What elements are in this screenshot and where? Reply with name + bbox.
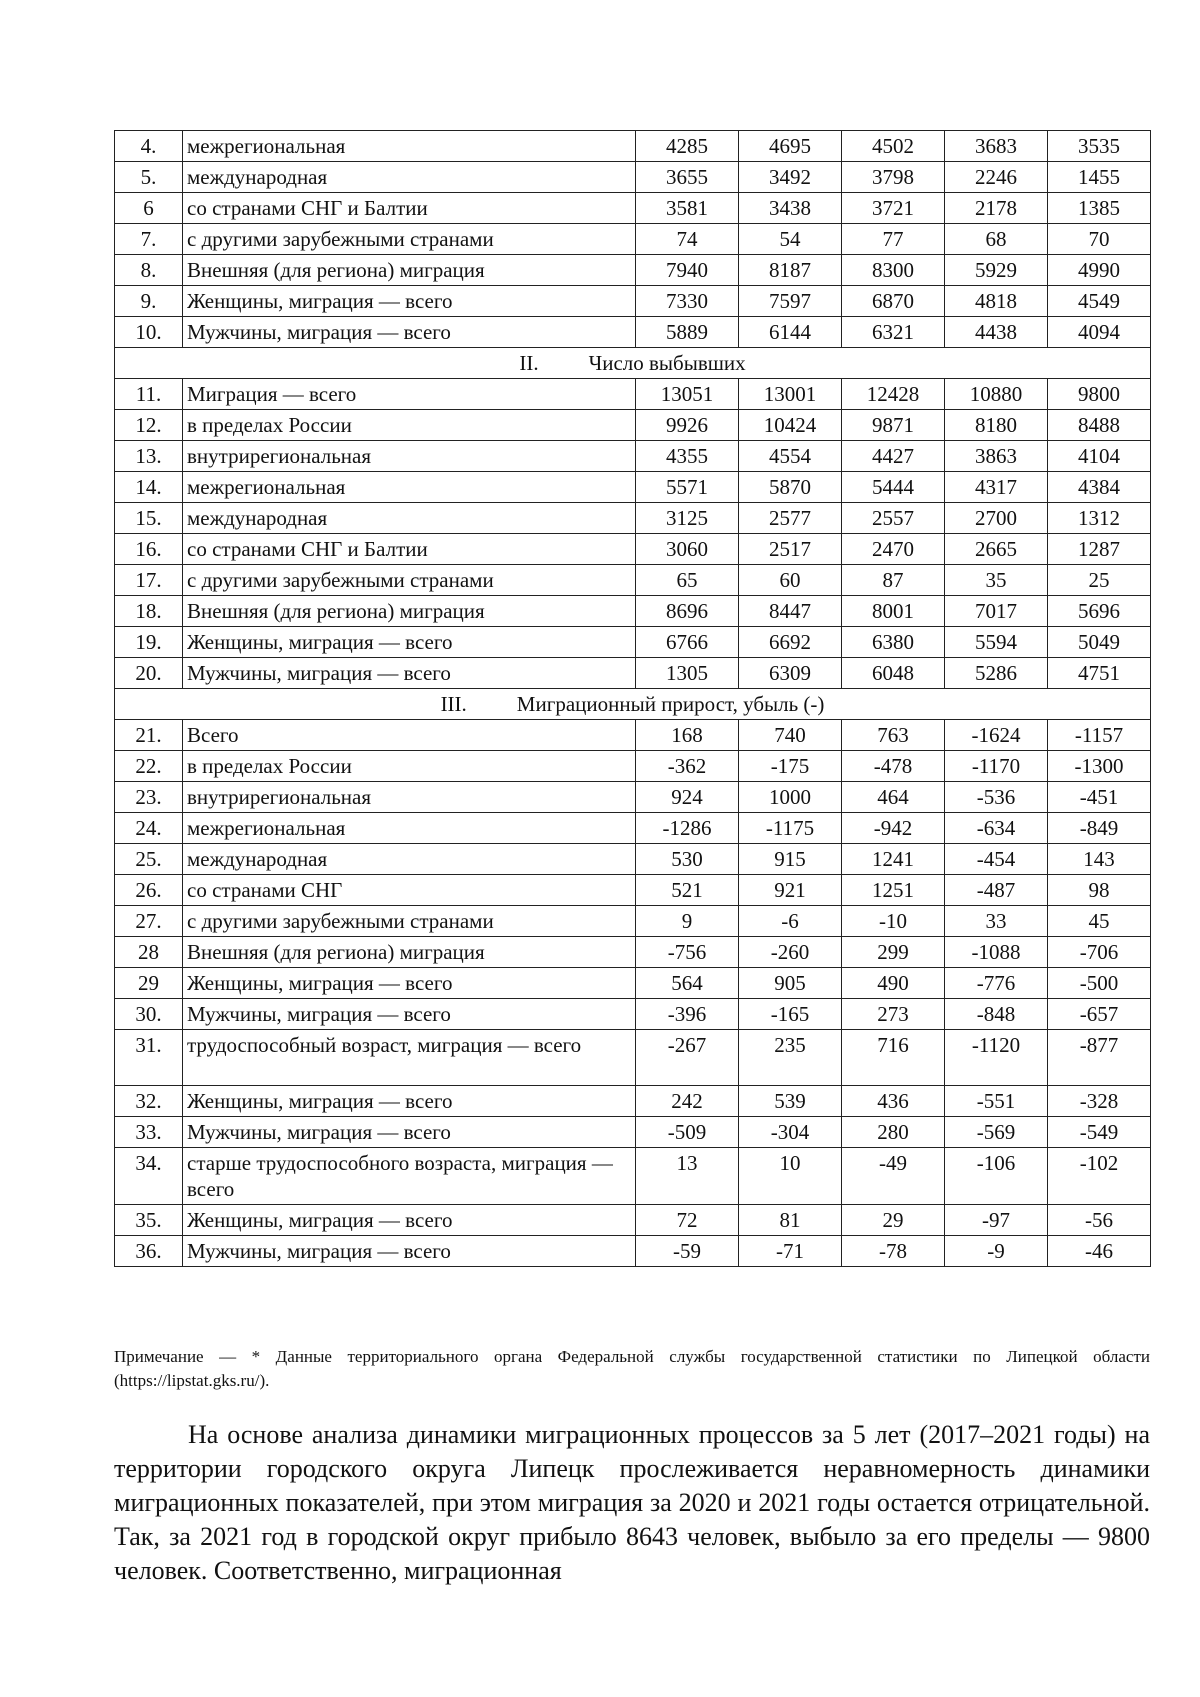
table-row bbox=[115, 658, 1151, 689]
value-cell: 1000 bbox=[739, 782, 842, 813]
value-cell: 464 bbox=[842, 782, 945, 813]
value-cell: 5870 bbox=[739, 472, 842, 503]
value-cell: 4427 bbox=[842, 441, 945, 472]
value-cell: -549 bbox=[1048, 1117, 1151, 1148]
value-cell: 539 bbox=[739, 1086, 842, 1117]
value-cell: 1241 bbox=[842, 844, 945, 875]
table-row bbox=[115, 410, 1151, 441]
value-cell: -267 bbox=[636, 1030, 739, 1086]
value-cell: -454 bbox=[945, 844, 1048, 875]
table-row bbox=[115, 596, 1151, 627]
value-cell: 2517 bbox=[739, 534, 842, 565]
section-title: Миграционный прирост, убыль (-) bbox=[516, 692, 825, 716]
value-cell: 6309 bbox=[739, 658, 842, 689]
row-label: Женщины, миграция — всего bbox=[183, 968, 636, 999]
section-header bbox=[115, 348, 1151, 379]
value-cell: 13 bbox=[636, 1148, 739, 1205]
value-cell: -1286 bbox=[636, 813, 739, 844]
table-part-departures bbox=[115, 379, 1151, 689]
row-number: 4. bbox=[115, 131, 183, 162]
value-cell: 3060 bbox=[636, 534, 739, 565]
row-number: 20. bbox=[115, 658, 183, 689]
value-cell: -451 bbox=[1048, 782, 1151, 813]
value-cell: 72 bbox=[636, 1205, 739, 1236]
table-row bbox=[115, 224, 1151, 255]
table-part-arrivals bbox=[115, 131, 1151, 348]
value-cell: 7940 bbox=[636, 255, 739, 286]
value-cell: 8001 bbox=[842, 596, 945, 627]
value-cell: 716 bbox=[842, 1030, 945, 1086]
table-row bbox=[115, 1236, 1151, 1267]
table-row bbox=[115, 751, 1151, 782]
value-cell: -1088 bbox=[945, 937, 1048, 968]
row-label: с другими зарубежными странами bbox=[183, 224, 636, 255]
value-cell: 77 bbox=[842, 224, 945, 255]
value-cell: 4104 bbox=[1048, 441, 1151, 472]
row-label: со странами СНГ и Балтии bbox=[183, 193, 636, 224]
value-cell: 564 bbox=[636, 968, 739, 999]
value-cell: 5889 bbox=[636, 317, 739, 348]
value-cell: 7330 bbox=[636, 286, 739, 317]
row-number: 35. bbox=[115, 1205, 183, 1236]
row-label: Внешняя (для региона) миграция bbox=[183, 937, 636, 968]
value-cell: 3535 bbox=[1048, 131, 1151, 162]
value-cell: 8696 bbox=[636, 596, 739, 627]
value-cell: 13051 bbox=[636, 379, 739, 410]
table-row bbox=[115, 720, 1151, 751]
row-number: 6 bbox=[115, 193, 183, 224]
table-row bbox=[115, 162, 1151, 193]
value-cell: 8488 bbox=[1048, 410, 1151, 441]
value-cell: 4549 bbox=[1048, 286, 1151, 317]
value-cell: 4438 bbox=[945, 317, 1048, 348]
value-cell: 1312 bbox=[1048, 503, 1151, 534]
value-cell: -706 bbox=[1048, 937, 1151, 968]
row-number: 13. bbox=[115, 441, 183, 472]
value-cell: 8447 bbox=[739, 596, 842, 627]
section-number: II. bbox=[519, 351, 539, 375]
row-number: 7. bbox=[115, 224, 183, 255]
value-cell: 3798 bbox=[842, 162, 945, 193]
value-cell: 74 bbox=[636, 224, 739, 255]
value-cell: 2577 bbox=[739, 503, 842, 534]
row-number: 24. bbox=[115, 813, 183, 844]
value-cell: -71 bbox=[739, 1236, 842, 1267]
value-cell: 54 bbox=[739, 224, 842, 255]
value-cell: 9926 bbox=[636, 410, 739, 441]
row-number: 19. bbox=[115, 627, 183, 658]
row-label: международная bbox=[183, 162, 636, 193]
value-cell: -1175 bbox=[739, 813, 842, 844]
row-number: 5. bbox=[115, 162, 183, 193]
value-cell: -165 bbox=[739, 999, 842, 1030]
row-label: Женщины, миграция — всего bbox=[183, 286, 636, 317]
value-cell: 4554 bbox=[739, 441, 842, 472]
value-cell: -756 bbox=[636, 937, 739, 968]
row-number: 34. bbox=[115, 1148, 183, 1205]
value-cell: 915 bbox=[739, 844, 842, 875]
value-cell: 436 bbox=[842, 1086, 945, 1117]
value-cell: 4285 bbox=[636, 131, 739, 162]
value-cell: 45 bbox=[1048, 906, 1151, 937]
value-cell: -1170 bbox=[945, 751, 1048, 782]
value-cell: -569 bbox=[945, 1117, 1048, 1148]
value-cell: 4695 bbox=[739, 131, 842, 162]
value-cell: 4751 bbox=[1048, 658, 1151, 689]
value-cell: -175 bbox=[739, 751, 842, 782]
value-cell: 13001 bbox=[739, 379, 842, 410]
row-label: с другими зарубежными странами bbox=[183, 565, 636, 596]
row-number: 36. bbox=[115, 1236, 183, 1267]
value-cell: 2246 bbox=[945, 162, 1048, 193]
value-cell: 521 bbox=[636, 875, 739, 906]
value-cell: -478 bbox=[842, 751, 945, 782]
value-cell: 6766 bbox=[636, 627, 739, 658]
row-label: Всего bbox=[183, 720, 636, 751]
value-cell: 4094 bbox=[1048, 317, 1151, 348]
value-cell: -849 bbox=[1048, 813, 1151, 844]
value-cell: 9 bbox=[636, 906, 739, 937]
value-cell: 6048 bbox=[842, 658, 945, 689]
table-row bbox=[115, 193, 1151, 224]
value-cell: 4384 bbox=[1048, 472, 1151, 503]
table-row bbox=[115, 813, 1151, 844]
value-cell: -78 bbox=[842, 1236, 945, 1267]
value-cell: -657 bbox=[1048, 999, 1151, 1030]
value-cell: 5444 bbox=[842, 472, 945, 503]
value-cell: -1300 bbox=[1048, 751, 1151, 782]
value-cell: 168 bbox=[636, 720, 739, 751]
value-cell: -1157 bbox=[1048, 720, 1151, 751]
value-cell: 6380 bbox=[842, 627, 945, 658]
table-row bbox=[115, 1148, 1151, 1205]
value-cell: 280 bbox=[842, 1117, 945, 1148]
section-title: Число выбывших bbox=[588, 351, 746, 375]
value-cell: 4317 bbox=[945, 472, 1048, 503]
row-label: Женщины, миграция — всего bbox=[183, 627, 636, 658]
value-cell: 33 bbox=[945, 906, 1048, 937]
table-row bbox=[115, 503, 1151, 534]
row-number: 18. bbox=[115, 596, 183, 627]
row-label: в пределах России bbox=[183, 751, 636, 782]
table-row bbox=[115, 906, 1151, 937]
table-row bbox=[115, 317, 1151, 348]
value-cell: -362 bbox=[636, 751, 739, 782]
value-cell: 2665 bbox=[945, 534, 1048, 565]
section-number: III. bbox=[440, 692, 467, 716]
row-label: с другими зарубежными странами bbox=[183, 906, 636, 937]
row-label: Мужчины, миграция — всего bbox=[183, 1117, 636, 1148]
value-cell: 98 bbox=[1048, 875, 1151, 906]
table-row bbox=[115, 255, 1151, 286]
value-cell: -1624 bbox=[945, 720, 1048, 751]
row-number: 12. bbox=[115, 410, 183, 441]
value-cell: 6692 bbox=[739, 627, 842, 658]
value-cell: 1385 bbox=[1048, 193, 1151, 224]
row-label: межрегиональная bbox=[183, 131, 636, 162]
value-cell: 8187 bbox=[739, 255, 842, 286]
value-cell: 235 bbox=[739, 1030, 842, 1086]
value-cell: -328 bbox=[1048, 1086, 1151, 1117]
row-label: Мужчины, миграция — всего bbox=[183, 658, 636, 689]
table-row bbox=[115, 1030, 1151, 1086]
table-note: Примечание — * Данные территориального органа Федеральной службы государственной статистики по Липецкой области (https://lipstat.gks.ru/). bbox=[114, 1347, 1150, 1390]
table-section-growth bbox=[115, 689, 1151, 720]
value-cell: 6870 bbox=[842, 286, 945, 317]
table-row bbox=[115, 844, 1151, 875]
value-cell: 4502 bbox=[842, 131, 945, 162]
value-cell: -9 bbox=[945, 1236, 1048, 1267]
row-number: 22. bbox=[115, 751, 183, 782]
value-cell: 5286 bbox=[945, 658, 1048, 689]
value-cell: 8180 bbox=[945, 410, 1048, 441]
row-label: международная bbox=[183, 844, 636, 875]
value-cell: 3683 bbox=[945, 131, 1048, 162]
section-header bbox=[115, 689, 1151, 720]
value-cell: -500 bbox=[1048, 968, 1151, 999]
value-cell: -102 bbox=[1048, 1148, 1151, 1205]
table-row bbox=[115, 627, 1151, 658]
row-number: 30. bbox=[115, 999, 183, 1030]
value-cell: 740 bbox=[739, 720, 842, 751]
value-cell: 6144 bbox=[739, 317, 842, 348]
row-label: внутрирегиональная bbox=[183, 782, 636, 813]
value-cell: -776 bbox=[945, 968, 1048, 999]
value-cell: -536 bbox=[945, 782, 1048, 813]
row-label: межрегиональная bbox=[183, 472, 636, 503]
row-number: 32. bbox=[115, 1086, 183, 1117]
row-number: 27. bbox=[115, 906, 183, 937]
table-row bbox=[115, 1086, 1151, 1117]
row-number: 23. bbox=[115, 782, 183, 813]
row-number: 25. bbox=[115, 844, 183, 875]
row-label: межрегиональная bbox=[183, 813, 636, 844]
row-number: 15. bbox=[115, 503, 183, 534]
value-cell: -6 bbox=[739, 906, 842, 937]
table-row bbox=[115, 1205, 1151, 1236]
value-cell: 70 bbox=[1048, 224, 1151, 255]
value-cell: 3492 bbox=[739, 162, 842, 193]
row-label: международная bbox=[183, 503, 636, 534]
table-row bbox=[115, 565, 1151, 596]
row-number: 8. bbox=[115, 255, 183, 286]
value-cell: 905 bbox=[739, 968, 842, 999]
value-cell: 3581 bbox=[636, 193, 739, 224]
value-cell: 10424 bbox=[739, 410, 842, 441]
value-cell: 2178 bbox=[945, 193, 1048, 224]
value-cell: 763 bbox=[842, 720, 945, 751]
row-number: 11. bbox=[115, 379, 183, 410]
value-cell: 5929 bbox=[945, 255, 1048, 286]
value-cell: -487 bbox=[945, 875, 1048, 906]
row-number: 26. bbox=[115, 875, 183, 906]
value-cell: 12428 bbox=[842, 379, 945, 410]
value-cell: 1305 bbox=[636, 658, 739, 689]
value-cell: 10 bbox=[739, 1148, 842, 1205]
value-cell: 4990 bbox=[1048, 255, 1151, 286]
row-number: 33. bbox=[115, 1117, 183, 1148]
value-cell: -396 bbox=[636, 999, 739, 1030]
value-cell: 68 bbox=[945, 224, 1048, 255]
migration-table bbox=[114, 130, 1151, 1267]
value-cell: 65 bbox=[636, 565, 739, 596]
value-cell: -509 bbox=[636, 1117, 739, 1148]
value-cell: 5594 bbox=[945, 627, 1048, 658]
table-row bbox=[115, 875, 1151, 906]
row-label: Мужчины, миграция — всего bbox=[183, 317, 636, 348]
row-number: 9. bbox=[115, 286, 183, 317]
value-cell: 6321 bbox=[842, 317, 945, 348]
row-label: Миграция — всего bbox=[183, 379, 636, 410]
value-cell: -97 bbox=[945, 1205, 1048, 1236]
row-label: Внешняя (для региона) миграция bbox=[183, 255, 636, 286]
value-cell: -551 bbox=[945, 1086, 1048, 1117]
row-label: старше трудоспособного возраста, миграция — всего bbox=[183, 1148, 636, 1205]
value-cell: 5571 bbox=[636, 472, 739, 503]
value-cell: 3438 bbox=[739, 193, 842, 224]
value-cell: 3721 bbox=[842, 193, 945, 224]
value-cell: 143 bbox=[1048, 844, 1151, 875]
row-number: 14. bbox=[115, 472, 183, 503]
value-cell: 10880 bbox=[945, 379, 1048, 410]
value-cell: 7597 bbox=[739, 286, 842, 317]
table-row bbox=[115, 379, 1151, 410]
value-cell: -10 bbox=[842, 906, 945, 937]
value-cell: 273 bbox=[842, 999, 945, 1030]
table-row bbox=[115, 968, 1151, 999]
row-label: трудоспособный возраст, миграция — всего bbox=[183, 1030, 636, 1086]
table-row bbox=[115, 782, 1151, 813]
value-cell: 1251 bbox=[842, 875, 945, 906]
value-cell: 1455 bbox=[1048, 162, 1151, 193]
table-row bbox=[115, 131, 1151, 162]
value-cell: -877 bbox=[1048, 1030, 1151, 1086]
value-cell: 490 bbox=[842, 968, 945, 999]
table-section-departures bbox=[115, 348, 1151, 379]
value-cell: 1287 bbox=[1048, 534, 1151, 565]
value-cell: -56 bbox=[1048, 1205, 1151, 1236]
value-cell: 299 bbox=[842, 937, 945, 968]
row-label: Женщины, миграция — всего bbox=[183, 1205, 636, 1236]
value-cell: -59 bbox=[636, 1236, 739, 1267]
table-row bbox=[115, 999, 1151, 1030]
value-cell: -634 bbox=[945, 813, 1048, 844]
row-number: 17. bbox=[115, 565, 183, 596]
value-cell: 924 bbox=[636, 782, 739, 813]
value-cell: 530 bbox=[636, 844, 739, 875]
table-row bbox=[115, 286, 1151, 317]
value-cell: -942 bbox=[842, 813, 945, 844]
row-number: 16. bbox=[115, 534, 183, 565]
value-cell: 242 bbox=[636, 1086, 739, 1117]
table-part-growth bbox=[115, 720, 1151, 1267]
value-cell: -260 bbox=[739, 937, 842, 968]
value-cell: 4355 bbox=[636, 441, 739, 472]
row-label: Внешняя (для региона) миграция bbox=[183, 596, 636, 627]
value-cell: 3655 bbox=[636, 162, 739, 193]
value-cell: 3863 bbox=[945, 441, 1048, 472]
value-cell: 9800 bbox=[1048, 379, 1151, 410]
value-cell: 29 bbox=[842, 1205, 945, 1236]
value-cell: 3125 bbox=[636, 503, 739, 534]
value-cell: 2470 bbox=[842, 534, 945, 565]
value-cell: -106 bbox=[945, 1148, 1048, 1205]
value-cell: 9871 bbox=[842, 410, 945, 441]
row-label: Мужчины, миграция — всего bbox=[183, 999, 636, 1030]
row-label: внутрирегиональная bbox=[183, 441, 636, 472]
value-cell: 2700 bbox=[945, 503, 1048, 534]
row-label: Мужчины, миграция — всего bbox=[183, 1236, 636, 1267]
value-cell: -46 bbox=[1048, 1236, 1151, 1267]
value-cell: 35 bbox=[945, 565, 1048, 596]
row-label: Женщины, миграция — всего bbox=[183, 1086, 636, 1117]
table-row bbox=[115, 441, 1151, 472]
value-cell: 60 bbox=[739, 565, 842, 596]
table-row bbox=[115, 534, 1151, 565]
row-label: в пределах России bbox=[183, 410, 636, 441]
value-cell: 25 bbox=[1048, 565, 1151, 596]
body-paragraph: На основе анализа динамики миграционных процессов за 5 лет (2017–2021 годы) на территории городского округа Липецк прослеживается неравномерность динамики миграционных показателей, при этом миграция за 2020 и 2021 годы остается отрицательной. Так, за 2021 год в городской округ прибыло 8643 человек, выбыло за его пределы — 9800 человек. Соответственно, миграционная bbox=[114, 1420, 1150, 1585]
value-cell: -848 bbox=[945, 999, 1048, 1030]
row-number: 21. bbox=[115, 720, 183, 751]
value-cell: -304 bbox=[739, 1117, 842, 1148]
value-cell: 8300 bbox=[842, 255, 945, 286]
table-row bbox=[115, 1117, 1151, 1148]
value-cell: -49 bbox=[842, 1148, 945, 1205]
value-cell: -1120 bbox=[945, 1030, 1048, 1086]
row-label: со странами СНГ bbox=[183, 875, 636, 906]
table-row bbox=[115, 472, 1151, 503]
row-number: 10. bbox=[115, 317, 183, 348]
row-number: 29 bbox=[115, 968, 183, 999]
value-cell: 7017 bbox=[945, 596, 1048, 627]
value-cell: 5049 bbox=[1048, 627, 1151, 658]
table-row bbox=[115, 937, 1151, 968]
value-cell: 2557 bbox=[842, 503, 945, 534]
row-number: 31. bbox=[115, 1030, 183, 1086]
value-cell: 81 bbox=[739, 1205, 842, 1236]
row-label: со странами СНГ и Балтии bbox=[183, 534, 636, 565]
value-cell: 921 bbox=[739, 875, 842, 906]
value-cell: 5696 bbox=[1048, 596, 1151, 627]
value-cell: 4818 bbox=[945, 286, 1048, 317]
value-cell: 87 bbox=[842, 565, 945, 596]
row-number: 28 bbox=[115, 937, 183, 968]
